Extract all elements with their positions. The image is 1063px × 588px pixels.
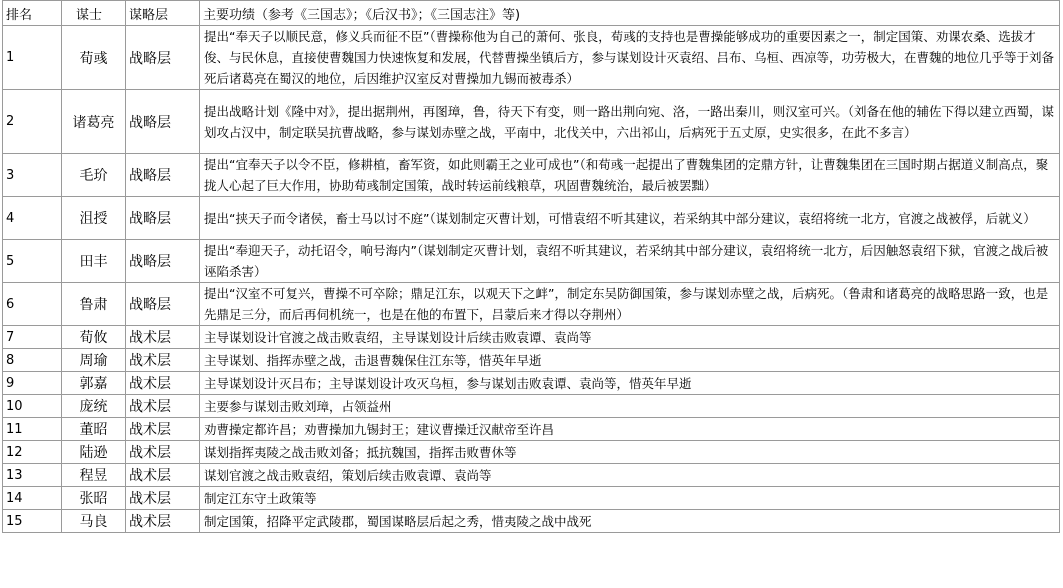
achievements-cell: 主导谋划、指挥赤壁之战，击退曹魏保住江东等，惜英年早逝	[200, 349, 1060, 372]
table-row	[3, 349, 1060, 372]
rank-cell: 13	[3, 464, 62, 487]
tier-cell: 战术层	[126, 510, 200, 533]
tier-cell: 战术层	[126, 349, 200, 372]
strategist-name: 程昱	[62, 464, 126, 487]
table-row	[3, 510, 1060, 533]
achievements-cell: 主要参与谋划击败刘璋，占领益州	[200, 395, 1060, 418]
rank-cell: 3	[3, 154, 62, 197]
table-row	[3, 441, 1060, 464]
rank-cell: 15	[3, 510, 62, 533]
rank-cell: 2	[3, 90, 62, 154]
strategist-name: 毛玠	[62, 154, 126, 197]
header-tier: 谋略层	[126, 1, 200, 26]
achievements-cell: 提出战略计划《隆中对》，提出据荆州，再图璋，鲁，待天下有变，则一路出荆向宛、洛，一路出秦川，则汉室可兴。（刘备在他的辅佐下得以建立西蜀，谋划攻占汉中，制定联吴抗曹战略，参与谋划赤壁之战，平南中，北伐关中，六出祁山，后病死于五丈原，史实很多，在此不多言）	[200, 90, 1060, 154]
strategist-name: 庞统	[62, 395, 126, 418]
table-row	[3, 326, 1060, 349]
strategist-name: 陆逊	[62, 441, 126, 464]
tier-cell: 战术层	[126, 487, 200, 510]
strategist-name: 鲁肃	[62, 283, 126, 326]
achievements-cell: 主导谋划设计官渡之战击败袁绍，主导谋划设计后续击败袁谭、袁尚等	[200, 326, 1060, 349]
strategist-name: 沮授	[62, 197, 126, 240]
table-row	[3, 240, 1060, 283]
achievements-cell: 制定江东守土政策等	[200, 487, 1060, 510]
tier-cell: 战术层	[126, 326, 200, 349]
table-body	[3, 26, 1060, 533]
rank-cell: 1	[3, 26, 62, 90]
rank-cell: 14	[3, 487, 62, 510]
strategist-name: 荀攸	[62, 326, 126, 349]
table-row	[3, 26, 1060, 90]
header-strategist: 谋士	[62, 1, 126, 26]
rank-cell: 11	[3, 418, 62, 441]
strategist-ranking-table	[2, 0, 1060, 533]
table-row	[3, 197, 1060, 240]
achievements-cell: 提出“汉室不可复兴，曹操不可卒除；鼎足江东，以观天下之衅”，制定东吴防御国策，参与谋划赤壁之战，后病死。（鲁肃和诸葛亮的战略思路一致，也是先鼎足三分，而后再伺机统一，也是在他的布置下，吕蒙后来才得以夺荆州）	[200, 283, 1060, 326]
rank-cell: 6	[3, 283, 62, 326]
tier-cell: 战略层	[126, 240, 200, 283]
tier-cell: 战略层	[126, 154, 200, 197]
strategist-name: 郭嘉	[62, 372, 126, 395]
strategist-name: 周瑜	[62, 349, 126, 372]
rank-cell: 9	[3, 372, 62, 395]
header-rank: 排名	[3, 1, 62, 26]
header-row	[3, 1, 1060, 26]
table-row	[3, 90, 1060, 154]
tier-cell: 战术层	[126, 372, 200, 395]
strategist-name: 张昭	[62, 487, 126, 510]
tier-cell: 战术层	[126, 464, 200, 487]
tier-cell: 战略层	[126, 283, 200, 326]
achievements-cell: 主导谋划设计灭吕布；主导谋划设计攻灭乌桓，参与谋划击败袁谭、袁尚等，惜英年早逝	[200, 372, 1060, 395]
achievements-cell: 提出“宜奉天子以令不臣，修耕植，畜军资，如此则霸王之业可成也”（和荀彧一起提出了曹魏集团的定鼎方针，让曹魏集团在三国时期占据道义制高点，聚拢人心起了巨大作用，协助荀彧制定国策，战时转运前线粮草，巩固曹魏统治，最后被罢黜）	[200, 154, 1060, 197]
table-row	[3, 418, 1060, 441]
rank-cell: 7	[3, 326, 62, 349]
table-row	[3, 487, 1060, 510]
rank-cell: 10	[3, 395, 62, 418]
tier-cell: 战术层	[126, 395, 200, 418]
rank-cell: 8	[3, 349, 62, 372]
rank-cell: 12	[3, 441, 62, 464]
tier-cell: 战术层	[126, 441, 200, 464]
strategist-name: 董昭	[62, 418, 126, 441]
achievements-cell: 谋划指挥夷陵之战击败刘备；抵抗魏国，指挥击败曹休等	[200, 441, 1060, 464]
tier-cell: 战略层	[126, 197, 200, 240]
table-row	[3, 283, 1060, 326]
achievements-cell: 提出“挟天子而令诸侯，畜士马以讨不庭”（谋划制定灭曹计划，可惜袁绍不听其建议，若采纳其中部分建议，袁绍将统一北方，官渡之战被俘，后就义）	[200, 197, 1060, 240]
achievements-cell: 提出“奉迎天子，动托诏令，响号海内”（谋划制定灭曹计划，袁绍不听其建议，若采纳其中部分建议，袁绍将统一北方，后因触怒袁绍下狱，官渡之战后被诬陷杀害）	[200, 240, 1060, 283]
table-row	[3, 464, 1060, 487]
table-row	[3, 395, 1060, 418]
achievements-cell: 制定国策，招降平定武陵郡，蜀国谋略层后起之秀，惜夷陵之战中战死	[200, 510, 1060, 533]
tier-cell: 战术层	[126, 418, 200, 441]
table-row	[3, 372, 1060, 395]
table-row	[3, 154, 1060, 197]
strategist-name: 田丰	[62, 240, 126, 283]
strategist-name: 马良	[62, 510, 126, 533]
achievements-cell: 劝曹操定都许昌；劝曹操加九锡封王；建议曹操迁汉献帝至许昌	[200, 418, 1060, 441]
achievements-cell: 提出“奉天子以顺民意，修义兵而征不臣”（曹操称他为自己的萧何、张良，荀彧的支持也是曹操能够成功的重要因素之一，制定国策、劝课农桑、选拔才俊、与民休息，直接使曹魏国力快速恢复和发展，代替曹操坐镇后方，参与谋划设计灭袁绍、吕布、乌桓、西凉等，功劳极大，在曹魏的地位几乎等于刘备死后诸葛亮在蜀汉的地位，后因维护汉室反对曹操加九锡而被毒杀）	[200, 26, 1060, 90]
rank-cell: 5	[3, 240, 62, 283]
strategist-name: 荀彧	[62, 26, 126, 90]
strategist-name: 诸葛亮	[62, 90, 126, 154]
tier-cell: 战略层	[126, 26, 200, 90]
rank-cell: 4	[3, 197, 62, 240]
tier-cell: 战略层	[126, 90, 200, 154]
header-achievements: 主要功绩（参考《三国志》；《后汉书》；《三国志注》等)	[200, 1, 1060, 26]
achievements-cell: 谋划官渡之战击败袁绍，策划后续击败袁谭、袁尚等	[200, 464, 1060, 487]
